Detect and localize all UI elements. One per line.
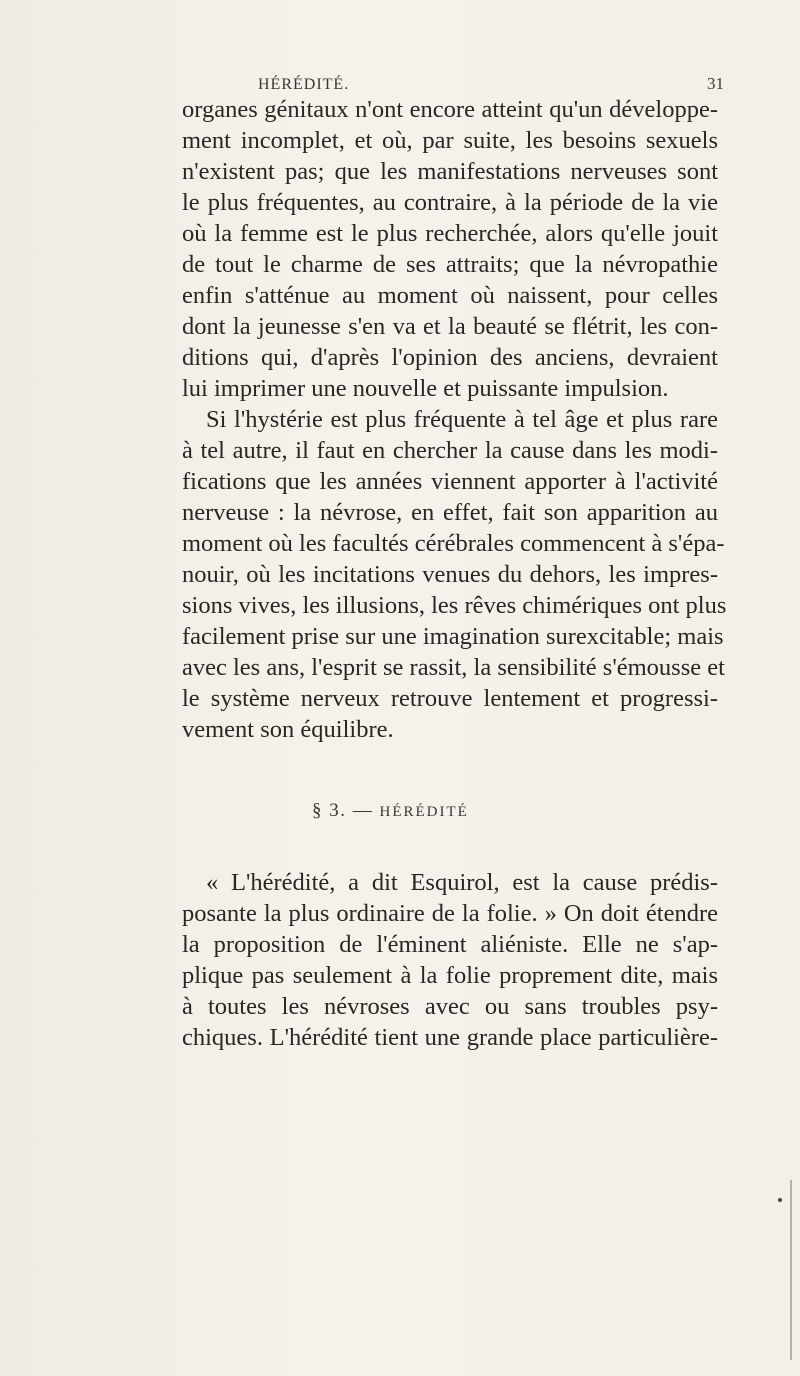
- section-heading: [312, 800, 469, 822]
- section-title: HÉRÉDITÉ: [379, 804, 469, 820]
- text-line: Si l'hystérie est plus fréquente à tel âge et plus rare: [206, 406, 718, 433]
- text-line: de tout le charme de ses attraits; que la névropathie: [182, 251, 718, 278]
- text-line: le système nerveux retrouve lentement et progressi-: [182, 685, 718, 712]
- text-line: n'existent pas; que les manifestations nerveuses sont: [182, 158, 718, 185]
- text-line: sions vives, les illusions, les rêves chimériques ont plus: [182, 592, 727, 619]
- text-line: où la femme est le plus recherchée, alors qu'elle jouit: [182, 220, 718, 247]
- ink-speck: [778, 1198, 782, 1202]
- text-line: moment où les facultés cérébrales commencent à s'épa-: [182, 530, 725, 557]
- text-line: nouir, où les incitations venues du dehors, les impres-: [182, 561, 718, 588]
- text-line: à toutes les névroses avec ou sans troubles psy-: [182, 993, 718, 1020]
- text-line: à tel autre, il faut en chercher la cause dans les modi-: [182, 437, 718, 464]
- text-line: ment incomplet, et où, par suite, les besoins sexuels: [182, 127, 718, 154]
- text-line: dont la jeunesse s'en va et la beauté se flétrit, les con-: [182, 313, 718, 340]
- text-line: chiques. L'hérédité tient une grande place particulière-: [182, 1024, 718, 1051]
- text-line: posante la plus ordinaire de la folie. » On doit étendre: [182, 900, 718, 927]
- text-line: la proposition de l'éminent aliéniste. Elle ne s'ap-: [182, 931, 718, 958]
- page-number: 31: [707, 74, 724, 93]
- text-line: plique pas seulement à la folie proprement dite, mais: [182, 962, 718, 989]
- text-line: vement son équilibre.: [182, 716, 394, 743]
- section-number: § 3.: [312, 800, 347, 821]
- text-line: nerveuse : la névrose, en effet, fait son apparition au: [182, 499, 718, 526]
- text-line: ditions qui, d'après l'opinion des anciens, devraient: [182, 344, 718, 371]
- text-line: le plus fréquentes, au contraire, à la période de la vie: [182, 189, 718, 216]
- text-line: enfin s'atténue au moment où naissent, pour celles: [182, 282, 718, 309]
- text-line: facilement prise sur une imagination surexcitable; mais: [182, 623, 724, 650]
- text-line: lui imprimer une nouvelle et puissante impulsion.: [182, 375, 669, 402]
- section-dash: —: [352, 800, 374, 821]
- page-edge-shadow: [790, 1180, 792, 1360]
- text-line: organes génitaux n'ont encore atteint qu'un développe-: [182, 96, 718, 123]
- text-line: fications que les années viennent apporter à l'activité: [182, 468, 718, 495]
- running-head: HÉRÉDITÉ.: [258, 76, 350, 93]
- text-line: « L'hérédité, a dit Esquirol, est la cause prédis-: [206, 869, 718, 896]
- text-line: avec les ans, l'esprit se rassit, la sensibilité s'émousse et: [182, 654, 725, 681]
